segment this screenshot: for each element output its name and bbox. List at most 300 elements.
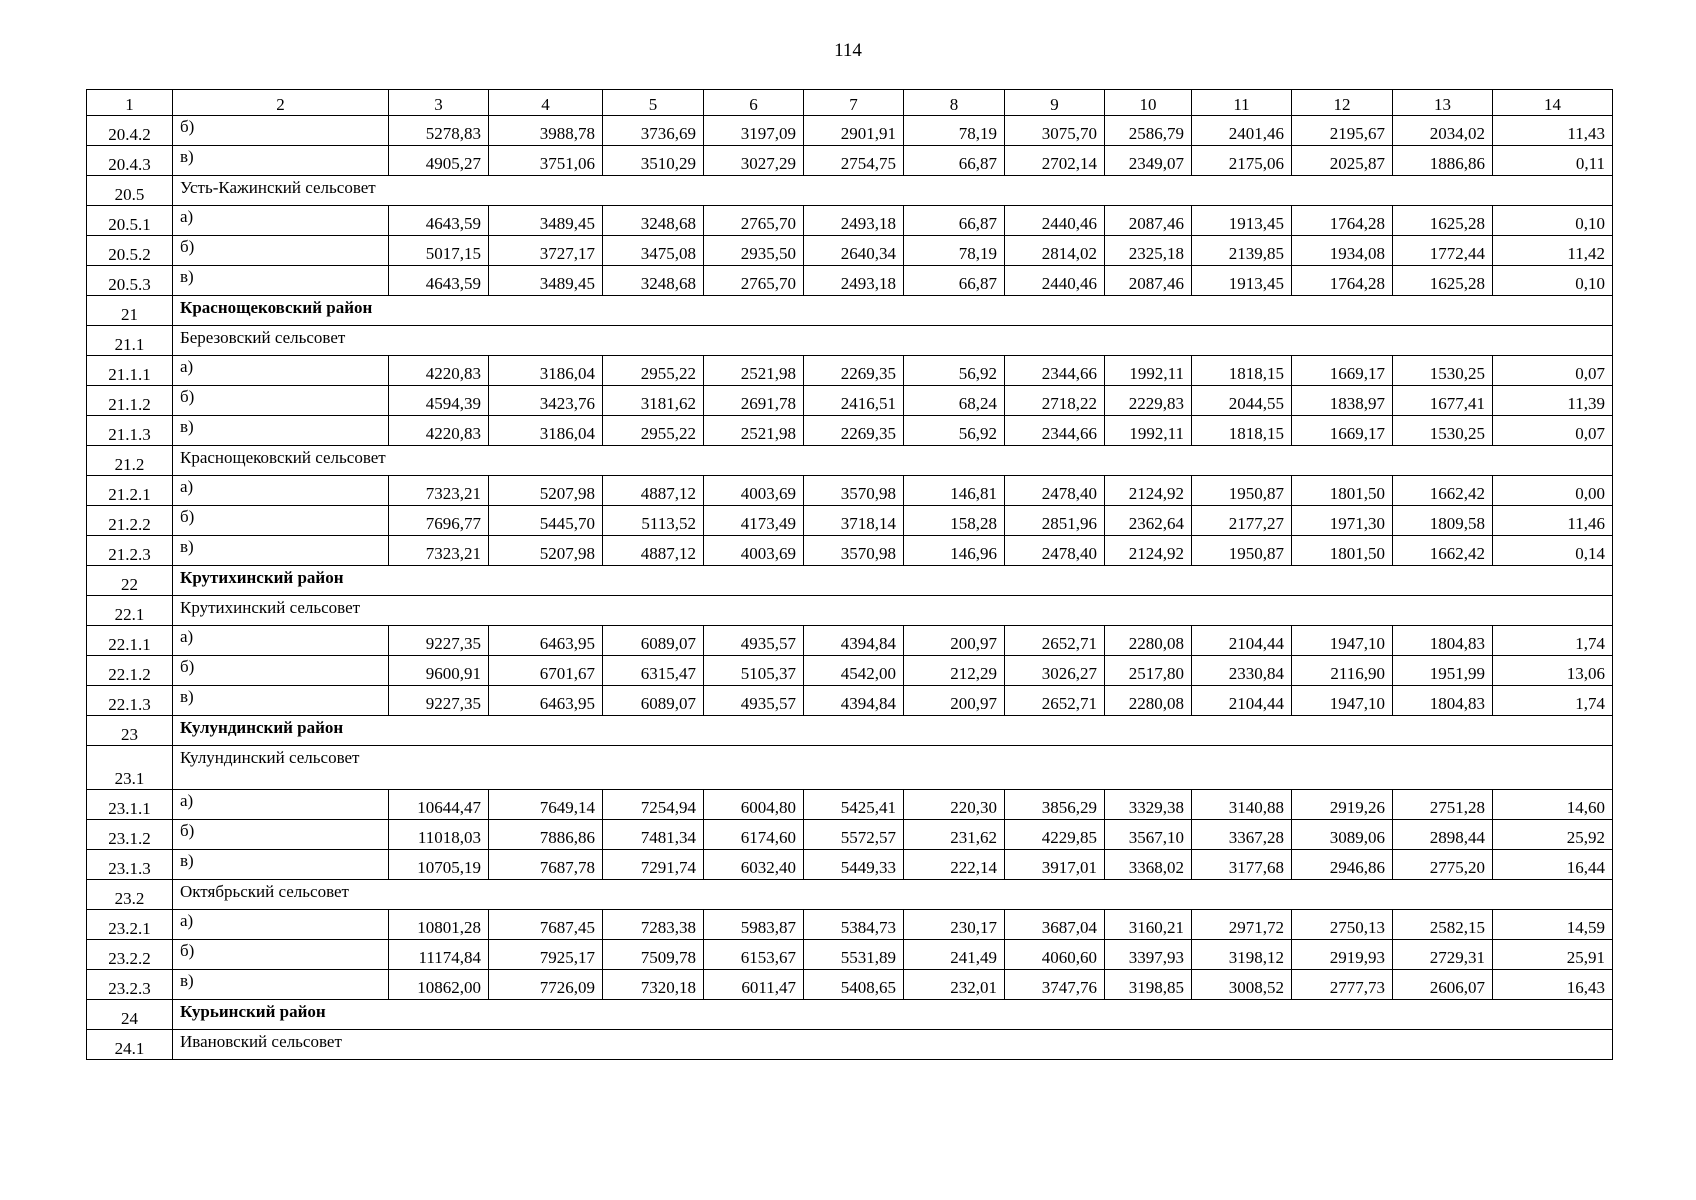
cell-value: 158,28 <box>904 506 1005 536</box>
cell-value: 5572,57 <box>804 820 904 850</box>
cell-value: 4220,83 <box>389 416 489 446</box>
cell-value: 2416,51 <box>804 386 904 416</box>
cell-value: 1992,11 <box>1105 356 1192 386</box>
cell-value: 56,92 <box>904 356 1005 386</box>
row-code: 21.1.3 <box>87 416 173 446</box>
column-header: 8 <box>904 90 1005 116</box>
cell-value: 5207,98 <box>489 536 603 566</box>
cell-value: 1801,50 <box>1292 476 1393 506</box>
row-label: а) <box>173 790 389 820</box>
table-row <box>87 506 1613 536</box>
council-name: Октябрьский сельсовет <box>173 880 1613 910</box>
column-header: 10 <box>1105 90 1192 116</box>
council-row <box>87 746 1613 790</box>
cell-value: 4887,12 <box>603 536 704 566</box>
cell-value: 7886,86 <box>489 820 603 850</box>
cell-value: 3475,08 <box>603 236 704 266</box>
cell-value: 1662,42 <box>1393 536 1493 566</box>
district-row <box>87 1000 1613 1030</box>
column-header: 13 <box>1393 90 1493 116</box>
row-code: 22.1 <box>87 596 173 626</box>
cell-value: 2104,44 <box>1192 626 1292 656</box>
cell-value: 1804,83 <box>1393 686 1493 716</box>
cell-value: 5113,52 <box>603 506 704 536</box>
cell-value: 1950,87 <box>1192 536 1292 566</box>
row-code: 24.1 <box>87 1030 173 1060</box>
cell-value: 1971,30 <box>1292 506 1393 536</box>
cell-value: 1677,41 <box>1393 386 1493 416</box>
cell-value: 3423,76 <box>489 386 603 416</box>
cell-value: 3567,10 <box>1105 820 1192 850</box>
cell-value: 2751,28 <box>1393 790 1493 820</box>
cell-value: 5384,73 <box>804 910 904 940</box>
cell-value: 6463,95 <box>489 626 603 656</box>
cell-value: 6011,47 <box>704 970 804 1000</box>
row-label: б) <box>173 506 389 536</box>
column-header: 5 <box>603 90 704 116</box>
cell-value: 10862,00 <box>389 970 489 1000</box>
cell-value: 7687,45 <box>489 910 603 940</box>
cell-value: 9227,35 <box>389 686 489 716</box>
cell-value: 3186,04 <box>489 416 603 446</box>
cell-value: 3197,09 <box>704 116 804 146</box>
cell-value: 200,97 <box>904 626 1005 656</box>
council-row <box>87 880 1613 910</box>
cell-value: 2139,85 <box>1192 236 1292 266</box>
cell-value: 2517,80 <box>1105 656 1192 686</box>
cell-value: 2901,91 <box>804 116 904 146</box>
cell-value: 11,46 <box>1493 506 1613 536</box>
cell-value: 2325,18 <box>1105 236 1192 266</box>
district-row <box>87 716 1613 746</box>
column-header: 1 <box>87 90 173 116</box>
cell-value: 2955,22 <box>603 416 704 446</box>
cell-value: 3198,12 <box>1192 940 1292 970</box>
column-header: 6 <box>704 90 804 116</box>
row-label: в) <box>173 266 389 296</box>
row-label: б) <box>173 236 389 266</box>
cell-value: 1764,28 <box>1292 206 1393 236</box>
table-row <box>87 476 1613 506</box>
row-code: 22 <box>87 566 173 596</box>
cell-value: 2750,13 <box>1292 910 1393 940</box>
table-row <box>87 850 1613 880</box>
cell-value: 3198,85 <box>1105 970 1192 1000</box>
cell-value: 1947,10 <box>1292 686 1393 716</box>
cell-value: 3570,98 <box>804 536 904 566</box>
row-code: 20.5.3 <box>87 266 173 296</box>
cell-value: 0,10 <box>1493 266 1613 296</box>
cell-value: 9227,35 <box>389 626 489 656</box>
cell-value: 2362,64 <box>1105 506 1192 536</box>
council-name: Краснощековский сельсовет <box>173 446 1613 476</box>
cell-value: 3160,21 <box>1105 910 1192 940</box>
cell-value: 7323,21 <box>389 536 489 566</box>
cell-value: 5425,41 <box>804 790 904 820</box>
row-label: в) <box>173 850 389 880</box>
cell-value: 2702,14 <box>1005 146 1105 176</box>
cell-value: 2851,96 <box>1005 506 1105 536</box>
cell-value: 3489,45 <box>489 206 603 236</box>
cell-value: 3177,68 <box>1192 850 1292 880</box>
table-row <box>87 416 1613 446</box>
cell-value: 11174,84 <box>389 940 489 970</box>
cell-value: 2935,50 <box>704 236 804 266</box>
cell-value: 3089,06 <box>1292 820 1393 850</box>
cell-value: 6004,80 <box>704 790 804 820</box>
council-row <box>87 446 1613 476</box>
cell-value: 0,11 <box>1493 146 1613 176</box>
cell-value: 2280,08 <box>1105 626 1192 656</box>
cell-value: 78,19 <box>904 236 1005 266</box>
table-row <box>87 790 1613 820</box>
table-row <box>87 940 1613 970</box>
cell-value: 2087,46 <box>1105 266 1192 296</box>
cell-value: 3008,52 <box>1192 970 1292 1000</box>
row-code: 23.1 <box>87 746 173 790</box>
cell-value: 3747,76 <box>1005 970 1105 1000</box>
cell-value: 3751,06 <box>489 146 603 176</box>
cell-value: 1838,97 <box>1292 386 1393 416</box>
cell-value: 3248,68 <box>603 266 704 296</box>
cell-value: 7925,17 <box>489 940 603 970</box>
cell-value: 10644,47 <box>389 790 489 820</box>
district-name: Краснощековский район <box>173 296 1613 326</box>
table-row <box>87 686 1613 716</box>
column-header: 9 <box>1005 90 1105 116</box>
cell-value: 2586,79 <box>1105 116 1192 146</box>
cell-value: 3026,27 <box>1005 656 1105 686</box>
cell-value: 0,00 <box>1493 476 1613 506</box>
cell-value: 2521,98 <box>704 356 804 386</box>
row-code: 20.5 <box>87 176 173 206</box>
row-label: в) <box>173 970 389 1000</box>
column-header: 7 <box>804 90 904 116</box>
cell-value: 4643,59 <box>389 266 489 296</box>
row-code: 22.1.1 <box>87 626 173 656</box>
cell-value: 2582,15 <box>1393 910 1493 940</box>
column-header: 12 <box>1292 90 1393 116</box>
cell-value: 2919,93 <box>1292 940 1393 970</box>
cell-value: 4173,49 <box>704 506 804 536</box>
cell-value: 7696,77 <box>389 506 489 536</box>
row-code: 23.2 <box>87 880 173 910</box>
cell-value: 5105,37 <box>704 656 804 686</box>
cell-value: 1992,11 <box>1105 416 1192 446</box>
cell-value: 2025,87 <box>1292 146 1393 176</box>
cell-value: 2652,71 <box>1005 686 1105 716</box>
cell-value: 13,06 <box>1493 656 1613 686</box>
cell-value: 6701,67 <box>489 656 603 686</box>
row-code: 21.1.2 <box>87 386 173 416</box>
cell-value: 1764,28 <box>1292 266 1393 296</box>
cell-value: 241,49 <box>904 940 1005 970</box>
cell-value: 4643,59 <box>389 206 489 236</box>
council-name: Усть-Кажинский сельсовет <box>173 176 1613 206</box>
row-label: а) <box>173 626 389 656</box>
cell-value: 16,44 <box>1493 850 1613 880</box>
table-row <box>87 206 1613 236</box>
cell-value: 3856,29 <box>1005 790 1105 820</box>
row-code: 22.1.2 <box>87 656 173 686</box>
cell-value: 2955,22 <box>603 356 704 386</box>
table-row <box>87 146 1613 176</box>
cell-value: 4220,83 <box>389 356 489 386</box>
row-label: б) <box>173 820 389 850</box>
cell-value: 0,14 <box>1493 536 1613 566</box>
cell-value: 7509,78 <box>603 940 704 970</box>
cell-value: 14,60 <box>1493 790 1613 820</box>
cell-value: 4003,69 <box>704 476 804 506</box>
cell-value: 25,92 <box>1493 820 1613 850</box>
cell-value: 0,07 <box>1493 416 1613 446</box>
table-row <box>87 536 1613 566</box>
cell-value: 7320,18 <box>603 970 704 1000</box>
column-header: 2 <box>173 90 389 116</box>
page-number: 114 <box>834 40 862 61</box>
row-code: 20.4.2 <box>87 116 173 146</box>
district-name: Кулундинский район <box>173 716 1613 746</box>
council-name: Ивановский сельсовет <box>173 1030 1613 1060</box>
row-label: б) <box>173 116 389 146</box>
cell-value: 68,24 <box>904 386 1005 416</box>
table-row <box>87 356 1613 386</box>
cell-value: 25,91 <box>1493 940 1613 970</box>
row-label: а) <box>173 476 389 506</box>
table-row <box>87 236 1613 266</box>
cell-value: 2814,02 <box>1005 236 1105 266</box>
cell-value: 7649,14 <box>489 790 603 820</box>
cell-value: 7726,09 <box>489 970 603 1000</box>
cell-value: 2034,02 <box>1393 116 1493 146</box>
cell-value: 2177,27 <box>1192 506 1292 536</box>
cell-value: 2104,44 <box>1192 686 1292 716</box>
cell-value: 6089,07 <box>603 626 704 656</box>
cell-value: 1669,17 <box>1292 356 1393 386</box>
cell-value: 2280,08 <box>1105 686 1192 716</box>
row-code: 21 <box>87 296 173 326</box>
row-code: 23.2.1 <box>87 910 173 940</box>
cell-value: 6032,40 <box>704 850 804 880</box>
cell-value: 200,97 <box>904 686 1005 716</box>
cell-value: 2775,20 <box>1393 850 1493 880</box>
cell-value: 3988,78 <box>489 116 603 146</box>
district-row <box>87 566 1613 596</box>
cell-value: 1809,58 <box>1393 506 1493 536</box>
row-code: 21.1 <box>87 326 173 356</box>
cell-value: 78,19 <box>904 116 1005 146</box>
cell-value: 3727,17 <box>489 236 603 266</box>
cell-value: 2478,40 <box>1005 476 1105 506</box>
row-code: 24 <box>87 1000 173 1030</box>
cell-value: 1818,15 <box>1192 356 1292 386</box>
cell-value: 6153,67 <box>704 940 804 970</box>
cell-value: 2718,22 <box>1005 386 1105 416</box>
cell-value: 4935,57 <box>704 626 804 656</box>
cell-value: 2229,83 <box>1105 386 1192 416</box>
cell-value: 1662,42 <box>1393 476 1493 506</box>
row-code: 21.2.3 <box>87 536 173 566</box>
row-code: 21.2.1 <box>87 476 173 506</box>
cell-value: 2087,46 <box>1105 206 1192 236</box>
row-code: 21.2 <box>87 446 173 476</box>
cell-value: 2493,18 <box>804 206 904 236</box>
cell-value: 5983,87 <box>704 910 804 940</box>
cell-value: 2116,90 <box>1292 656 1393 686</box>
cell-value: 232,01 <box>904 970 1005 1000</box>
cell-value: 2401,46 <box>1192 116 1292 146</box>
row-code: 23 <box>87 716 173 746</box>
cell-value: 6463,95 <box>489 686 603 716</box>
cell-value: 14,59 <box>1493 910 1613 940</box>
cell-value: 2652,71 <box>1005 626 1105 656</box>
cell-value: 5278,83 <box>389 116 489 146</box>
row-code: 21.2.2 <box>87 506 173 536</box>
cell-value: 11018,03 <box>389 820 489 850</box>
cell-value: 2765,70 <box>704 266 804 296</box>
row-label: а) <box>173 356 389 386</box>
table-body <box>87 90 1613 1060</box>
cell-value: 10705,19 <box>389 850 489 880</box>
cell-value: 2691,78 <box>704 386 804 416</box>
cell-value: 11,42 <box>1493 236 1613 266</box>
cell-value: 3368,02 <box>1105 850 1192 880</box>
column-header: 3 <box>389 90 489 116</box>
cell-value: 5017,15 <box>389 236 489 266</box>
cell-value: 7687,78 <box>489 850 603 880</box>
cell-value: 3329,38 <box>1105 790 1192 820</box>
table-row <box>87 820 1613 850</box>
cell-value: 212,29 <box>904 656 1005 686</box>
cell-value: 2440,46 <box>1005 266 1105 296</box>
row-label: б) <box>173 940 389 970</box>
cell-value: 4394,84 <box>804 686 904 716</box>
cell-value: 3075,70 <box>1005 116 1105 146</box>
cell-value: 146,81 <box>904 476 1005 506</box>
row-label: б) <box>173 386 389 416</box>
row-label: б) <box>173 656 389 686</box>
council-row <box>87 176 1613 206</box>
cell-value: 1,74 <box>1493 686 1613 716</box>
cell-value: 4905,27 <box>389 146 489 176</box>
cell-value: 2175,06 <box>1192 146 1292 176</box>
cell-value: 1804,83 <box>1393 626 1493 656</box>
table-row <box>87 656 1613 686</box>
cell-value: 1530,25 <box>1393 416 1493 446</box>
cell-value: 3027,29 <box>704 146 804 176</box>
cell-value: 5408,65 <box>804 970 904 1000</box>
cell-value: 7481,34 <box>603 820 704 850</box>
row-code: 23.2.2 <box>87 940 173 970</box>
cell-value: 66,87 <box>904 266 1005 296</box>
cell-value: 7291,74 <box>603 850 704 880</box>
cell-value: 0,07 <box>1493 356 1613 386</box>
table-row <box>87 626 1613 656</box>
cell-value: 1801,50 <box>1292 536 1393 566</box>
cell-value: 1951,99 <box>1393 656 1493 686</box>
cell-value: 3917,01 <box>1005 850 1105 880</box>
cell-value: 222,14 <box>904 850 1005 880</box>
cell-value: 66,87 <box>904 206 1005 236</box>
cell-value: 1530,25 <box>1393 356 1493 386</box>
cell-value: 4003,69 <box>704 536 804 566</box>
table-row <box>87 266 1613 296</box>
cell-value: 56,92 <box>904 416 1005 446</box>
cell-value: 3718,14 <box>804 506 904 536</box>
cell-value: 4594,39 <box>389 386 489 416</box>
cell-value: 2971,72 <box>1192 910 1292 940</box>
cell-value: 2195,67 <box>1292 116 1393 146</box>
cell-value: 3367,28 <box>1192 820 1292 850</box>
cell-value: 2777,73 <box>1292 970 1393 1000</box>
row-label: в) <box>173 416 389 446</box>
header-row <box>87 90 1613 116</box>
cell-value: 0,10 <box>1493 206 1613 236</box>
cell-value: 1772,44 <box>1393 236 1493 266</box>
cell-value: 7323,21 <box>389 476 489 506</box>
cell-value: 66,87 <box>904 146 1005 176</box>
cell-value: 2729,31 <box>1393 940 1493 970</box>
row-code: 22.1.3 <box>87 686 173 716</box>
cell-value: 7254,94 <box>603 790 704 820</box>
table-row <box>87 970 1613 1000</box>
cell-value: 1947,10 <box>1292 626 1393 656</box>
row-code: 23.1.2 <box>87 820 173 850</box>
row-code: 20.4.3 <box>87 146 173 176</box>
cell-value: 4887,12 <box>603 476 704 506</box>
cell-value: 2478,40 <box>1005 536 1105 566</box>
cell-value: 2344,66 <box>1005 416 1105 446</box>
cell-value: 2919,26 <box>1292 790 1393 820</box>
cell-value: 2330,84 <box>1192 656 1292 686</box>
council-row <box>87 326 1613 356</box>
table-row <box>87 910 1613 940</box>
cell-value: 5445,70 <box>489 506 603 536</box>
cell-value: 3248,68 <box>603 206 704 236</box>
cell-value: 2269,35 <box>804 416 904 446</box>
cell-value: 4229,85 <box>1005 820 1105 850</box>
cell-value: 2946,86 <box>1292 850 1393 880</box>
cell-value: 4542,00 <box>804 656 904 686</box>
row-code: 23.1.3 <box>87 850 173 880</box>
row-label: в) <box>173 536 389 566</box>
cell-value: 2754,75 <box>804 146 904 176</box>
cell-value: 6315,47 <box>603 656 704 686</box>
cell-value: 6174,60 <box>704 820 804 850</box>
cell-value: 2124,92 <box>1105 476 1192 506</box>
cell-value: 146,96 <box>904 536 1005 566</box>
cell-value: 16,43 <box>1493 970 1613 1000</box>
cell-value: 5207,98 <box>489 476 603 506</box>
row-code: 20.5.1 <box>87 206 173 236</box>
column-header: 4 <box>489 90 603 116</box>
cell-value: 1886,86 <box>1393 146 1493 176</box>
cell-value: 11,39 <box>1493 386 1613 416</box>
cell-value: 4394,84 <box>804 626 904 656</box>
cell-value: 10801,28 <box>389 910 489 940</box>
cell-value: 2349,07 <box>1105 146 1192 176</box>
cell-value: 3397,93 <box>1105 940 1192 970</box>
cell-value: 1934,08 <box>1292 236 1393 266</box>
row-label: а) <box>173 206 389 236</box>
data-table <box>86 89 1613 1060</box>
cell-value: 2440,46 <box>1005 206 1105 236</box>
table-row <box>87 386 1613 416</box>
row-label: в) <box>173 686 389 716</box>
cell-value: 2606,07 <box>1393 970 1493 1000</box>
cell-value: 1625,28 <box>1393 266 1493 296</box>
cell-value: 2124,92 <box>1105 536 1192 566</box>
